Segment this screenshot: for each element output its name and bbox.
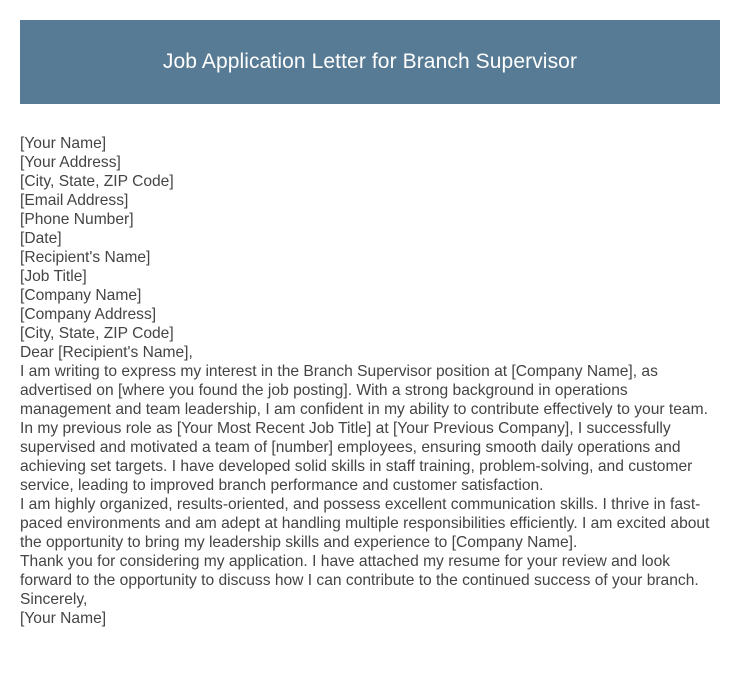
recipient-city-state-zip: [City, State, ZIP Code] bbox=[20, 325, 174, 342]
title-banner bbox=[20, 20, 720, 104]
signature: [Your Name] bbox=[20, 610, 107, 627]
recipient-block bbox=[20, 248, 722, 343]
page-title: Job Application Letter for Branch Supervisor bbox=[162, 50, 578, 73]
sender-address: [Your Address] bbox=[20, 154, 121, 171]
sender-email: [Email Address] bbox=[20, 192, 129, 209]
recipient-name: [Recipient's Name] bbox=[20, 249, 151, 266]
recipient-job-title: [Job Title] bbox=[20, 268, 87, 285]
paragraph-closing: Thank you for considering my application. I have attached my resume for your review and look forward to the opportunity to discuss how I can contribute to the continued success of your branch. bbox=[20, 553, 699, 589]
recipient-company-name: [Company Name] bbox=[20, 287, 142, 304]
paragraph-skills: I am highly organized, results-oriented, and possess excellent communication skills. I thrive in fast-paced environments and am adept at handling multiple responsibilities efficiently. I am excited about the opportunity to bring my leadership skills and experience to [Company Name]. bbox=[20, 496, 710, 551]
salutation: Dear [Recipient's Name], bbox=[20, 344, 193, 361]
letter-date: [Date] bbox=[20, 230, 62, 247]
sender-phone: [Phone Number] bbox=[20, 211, 134, 228]
closing: Sincerely, bbox=[20, 591, 88, 608]
sender-name: [Your Name] bbox=[20, 135, 107, 152]
letter-body bbox=[20, 134, 722, 628]
sender-block bbox=[20, 134, 722, 229]
paragraph-intro: I am writing to express my interest in the Branch Supervisor position at [Company Name], as advertised on [where you found the job posting]. With a strong background in operations management and team leadership, I am confident in my ability to contribute effectively to your team. bbox=[20, 363, 708, 418]
paragraph-experience: In my previous role as [Your Most Recent Job Title] at [Your Previous Company], I successfully supervised and motivated a team of [number] employees, ensuring smooth daily operations and achieving set targets. I have developed solid skills in staff training, problem-solving, and customer service, leading to improved branch performance and customer satisfaction. bbox=[20, 420, 693, 494]
sender-city-state-zip: [City, State, ZIP Code] bbox=[20, 173, 174, 190]
recipient-company-address: [Company Address] bbox=[20, 306, 157, 323]
